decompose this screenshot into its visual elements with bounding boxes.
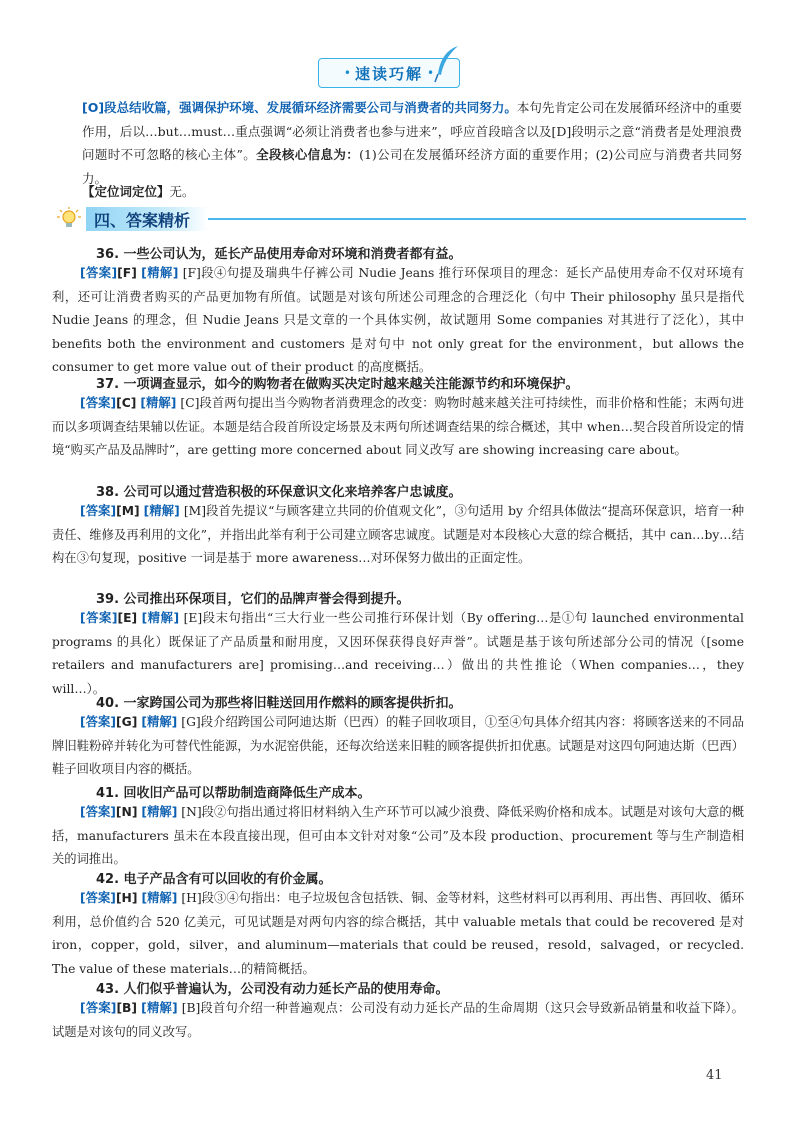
answer-label: [答案] [80,504,117,518]
question-38: 38. 公司可以通过营造积极的环保意识文化来培养客户忠诚度。 [96,485,462,500]
question-43: 43. 人们似乎普遍认为，公司没有动力延长产品的使用寿命。 [96,982,449,997]
answer-label: [答案] [80,396,117,410]
answer-letter: [F] [117,266,137,280]
locate-line [82,180,742,204]
section-title: 四、答案精析 [94,210,191,230]
banner-title: 速读巧解 [354,64,423,83]
answer-letter: [H] [115,891,138,905]
analysis-label: [精解] [143,504,180,518]
analysis-label: [精解] [141,891,178,905]
analysis-text: [N]段②句指出通过将旧材料纳入生产环节可以减少浪费、降低采购价格和成本。试题是对该句大意的概括，manufacturers 虽未在本段直接出现，但可由本文针对对象“公司”及本段 production、procurement 等与生产制造相关的词推出。 [52,805,744,866]
section-header [56,206,746,232]
answer-41 [52,801,744,872]
answer-letter: [E] [117,611,138,625]
page-number: 41 [706,1068,723,1083]
analysis-label: [精解] [141,611,180,625]
answer-label: [答案] [80,266,118,280]
summary-body: 本句先肯定公司在发展循环经济中的重要作用，后以…but…must…重点强调“必须让消费者也参与进来”，呼应首段暗含以及[D]段明示之意“消费者是处理浪费问题时不可忽略的核心主体”。 [82,100,742,162]
answer-letter: [C] [116,396,137,410]
section-rule [208,218,746,220]
question-37: 37. 一项调查显示，如今的购物者在做购买决定时越来越关注能源节约和环境保护。 [96,377,579,392]
core-info-text: (1)公司在发展循环经济方面的重要作用；(2)公司应与消费者共同努力。 [82,147,742,186]
answer-39 [52,607,744,701]
analysis-text: [M]段首先提议“与顾客建立共同的价值观文化”，③句适用 by 介绍具体做法“提高环保意识，培育一种责任、维修及再利用的文化”，并指出此举有利于公司建立顾客忠诚度。试题是对本段核心大意的综合概括，其中 can…by…结构在③句复现，positive 一词是基于 more awareness…对环保努力做出的正面定性。 [52,504,744,565]
analysis-text: [C]段首两句提出当今购物者消费理念的改变：购物时越来越关注可持续性，而非价格和性能；末两句进而以多项调查结果辅以佐证。本题是结合段首所设定场景及末两句所述调查结果的综合概述，其中 when…契合段首所设定的情境“购买产品及品牌时”，are getting more concerned about 同义改写 are showing increasing care about。 [52,396,744,457]
analysis-text: [B]段首句介绍一种普遍观点：公司没有动力延长产品的生命周期（这只会导致新品销量和收益下降）。试题是对该句的同义改写。 [52,1001,744,1039]
answer-36 [52,262,744,380]
summary-lead: [O]段总结收篇，强调保护环境、发展循环经济需要公司与消费者的共同努力。 [82,100,517,115]
question-41: 41. 回收旧产品可以帮助制造商降低生产成本。 [96,786,371,801]
answer-letter: [B] [116,1001,138,1015]
summary-paragraph [82,96,742,190]
analysis-text: [F]段④句提及瑞典牛仔裤公司 Nudie Jeans 推行环保项目的理念：延长产品使用寿命不仅对环境有利，还可让消费者购买的产品更加物有所值。试题是对该句所述公司理念的合理泛化（句中 Their philosophy 虽只是指代 Nudie Jeans 的理念，但 Nudie Jeans 只是文章的一个具体实例，故试题用 Some companies 对其进行了泛化），其中 benefits both the environment and customers 是对句中 not only great for the environment，but allows the consumer to get more value out of their product 的高度概括。 [52,266,744,374]
question-36: 36. 一些公司认为，延长产品使用寿命对环境和消费者都有益。 [96,247,462,262]
analysis-text: [E]段末句指出“三大行业一些公司推行环保计划（By offering…是①句 launched environmental programs 的具化）既保证了产品质量和耐用度，又因环保获得良好声誉”。试题是基于该句所述部分公司的情况（[some retailers and manufacturers are] promising…and receiving…）做出的共性推论（When companies…，they will…）。 [52,611,744,696]
analysis-label: [精解] [141,805,178,819]
question-40: 40. 一家跨国公司为那些将旧鞋送回用作燃料的顾客提供折扣。 [96,696,462,711]
locate-label: 【定位词定位】 [82,184,170,199]
answer-letter: [N] [115,805,138,819]
answer-38 [52,500,744,571]
answer-letter: [M] [116,504,140,518]
answer-label: [答案] [80,715,116,729]
answer-40 [52,711,744,782]
answer-37 [52,392,744,463]
analysis-text: [G]段介绍跨国公司阿迪达斯（巴西）的鞋子回收项目，①至④句具体介绍其内容：将顾客送来的不同品牌旧鞋粉碎并转化为可替代性能源，为水泥窑供能，还每次给送来旧鞋的顾客提供折扣优惠。试题是对这四句阿迪达斯（巴西）鞋子回收项目内容的概括。 [52,715,744,776]
answer-42 [52,887,744,981]
lightbulb-icon [56,206,82,232]
dot-icon: • [343,66,351,80]
section-title-box [86,207,208,231]
locate-text: 无。 [169,184,195,199]
answer-label: [答案] [80,805,116,819]
analysis-label: [精解] [141,266,179,280]
core-info-label: 全段核心信息为： [256,147,360,162]
feather-pen-icon [432,44,462,84]
question-42: 42. 电子产品含有可以回收的有价金属。 [96,872,332,887]
answer-43 [52,997,744,1044]
answer-label: [答案] [80,891,116,905]
analysis-label: [精解] [141,1001,178,1015]
analysis-text: [H]段③④句指出：电子垃圾包含包括铁、铜、金等材料，这些材料可以再利用、再出售、再回收、循环利用，总价值约合 520 亿美元，可见试题是对两句内容的综合概括，其中 valuable metals that could be recovered 是对 iron，copper，gold，silver，and aluminum—materials that could be reused，resold，salvaged，or recycled. The value of these materials…的精简概括。 [52,891,745,976]
dot-icon: • [427,66,435,80]
question-39: 39. 公司推出环保项目，它们的品牌声誉会得到提升。 [96,592,410,607]
answer-letter: [G] [116,715,138,729]
analysis-label: [精解] [140,396,177,410]
answer-label: [答案] [80,1001,117,1015]
analysis-label: [精解] [141,715,178,729]
answer-label: [答案] [80,611,118,625]
